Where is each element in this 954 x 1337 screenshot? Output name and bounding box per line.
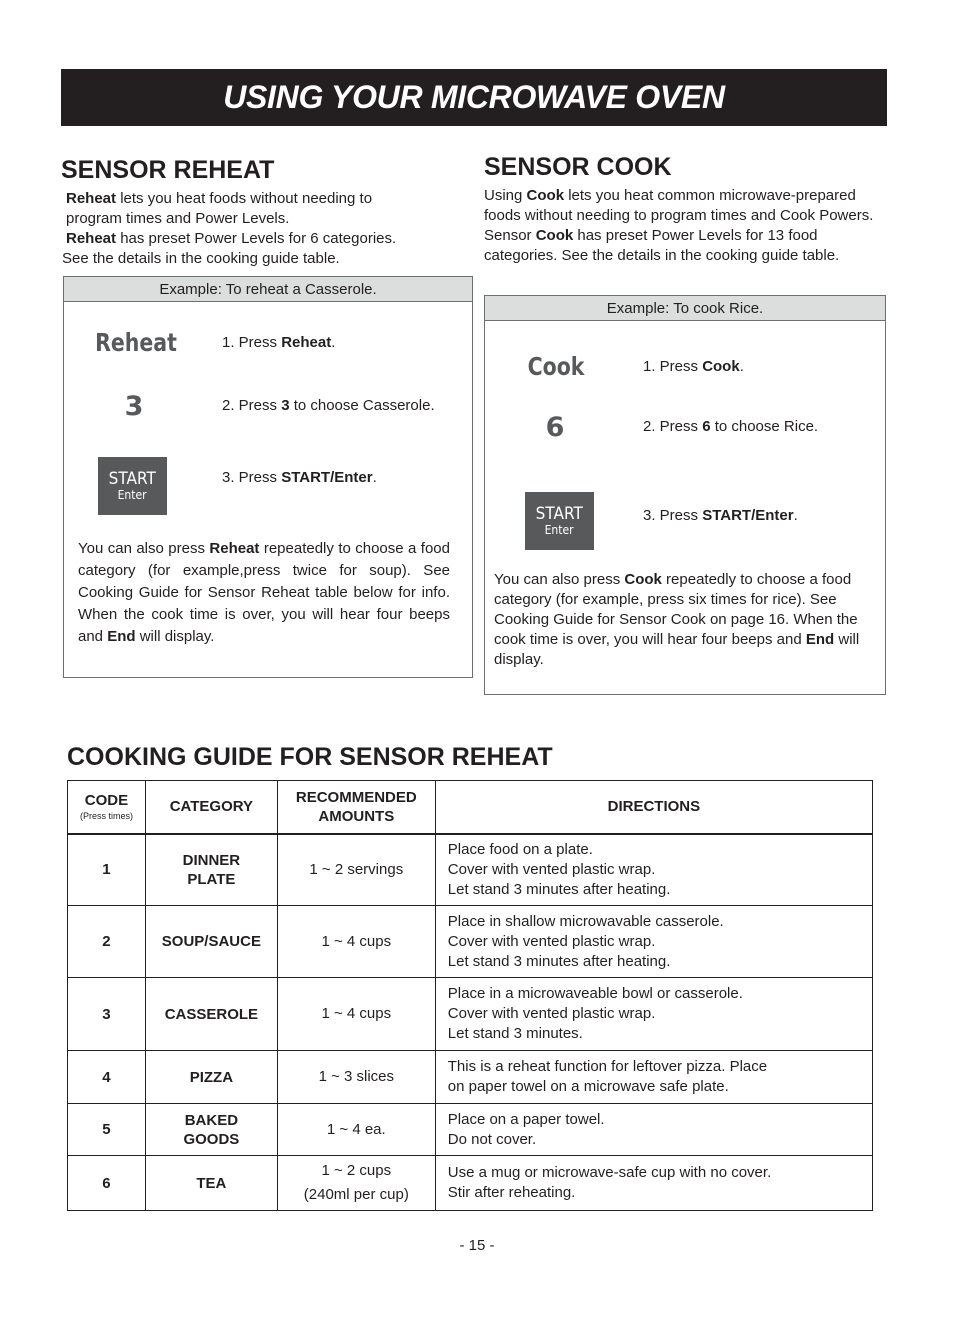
- sensor-reheat-heading: SENSOR REHEAT: [61, 156, 275, 184]
- direction-line: Let stand 3 minutes after heating.: [447, 952, 671, 970]
- category-cell: BAKED GOODS: [145, 1104, 277, 1156]
- amounts-column-header: RECOMMENDED AMOUNTS: [277, 781, 435, 834]
- sensor-cook-heading: SENSOR COOK: [484, 153, 672, 181]
- table-row: [68, 834, 873, 906]
- amount-cell: 1 ~ 2 servings: [277, 834, 435, 906]
- direction-line: This is a reheat function for leftover pizza. Place: [447, 1058, 768, 1075]
- code-cell: 5: [68, 1104, 146, 1156]
- number-3-key-icon: 3: [124, 391, 144, 422]
- direction-line: on paper towel on a microwave safe plate.: [447, 1078, 729, 1095]
- category-cell: PIZZA: [145, 1051, 277, 1104]
- direction-line: Place on a paper towel.: [447, 1110, 605, 1128]
- directions-cell: [435, 906, 872, 978]
- direction-line: Stir after reheating.: [447, 1184, 576, 1201]
- sensor-cook-intro: Using Cook lets you heat common microwave-prepared foods without needing to program times and Cook Powers. Sensor Cook has preset Power Levels for 13 food categories. See the details in the cooking guide table.: [484, 187, 874, 264]
- table-row: [68, 978, 873, 1051]
- number-6-key-icon: 6: [545, 412, 565, 443]
- category-cell: SOUP/SAUCE: [145, 906, 277, 978]
- table-header-row: [68, 781, 873, 834]
- table-row: [68, 1156, 873, 1211]
- directions-cell: [435, 978, 872, 1051]
- title-bar: [61, 69, 887, 126]
- page-number: - 15 -: [459, 1237, 495, 1254]
- directions-cell: [435, 1051, 872, 1104]
- reheat-example-header: Example: To reheat a Casserole.: [64, 277, 472, 302]
- sensor-reheat-intro: Reheat lets you heat foods without needing to program times and Power Levels. Reheat has preset Power Levels for 6 categories. See the details in the cooking guide table.: [62, 190, 397, 267]
- table-row: [68, 1051, 873, 1104]
- directions-cell: [435, 834, 872, 906]
- reheat-step-1: 1. Press Reheat.: [222, 334, 336, 351]
- start-enter-key-icon: START Enter: [525, 492, 594, 550]
- code-cell: 3: [68, 978, 146, 1051]
- direction-line: Let stand 3 minutes.: [447, 1025, 583, 1042]
- category-cell: TEA: [145, 1156, 277, 1211]
- reheat-step-3: 3. Press START/Enter.: [222, 469, 377, 486]
- page-title: USING YOUR MICROWAVE OVEN: [223, 79, 725, 115]
- cooking-guide-heading: COOKING GUIDE FOR SENSOR REHEAT: [67, 743, 553, 771]
- reheat-note: You can also press Reheat repeatedly to choose a food category (for example,press twice for soup). See Cooking Guide for Sensor Reheat table below for info. When the cook time is over, you will hear four beeps and End will display.: [78, 540, 450, 645]
- cook-key-icon: Cook: [527, 352, 585, 381]
- reheat-step-2: 2. Press 3 to choose Casserole.: [222, 397, 435, 414]
- code-column-header: CODE (Press times): [68, 781, 146, 834]
- table-row: [68, 906, 873, 978]
- directions-cell: [435, 1156, 872, 1211]
- category-cell: CASSEROLE: [145, 978, 277, 1051]
- direction-line: Place food on a plate.: [447, 840, 593, 858]
- direction-line: Do not cover.: [447, 1130, 537, 1148]
- table-row: [68, 1104, 873, 1156]
- cook-step-2: 2. Press 6 to choose Rice.: [643, 418, 819, 435]
- cook-note: You can also press Cook repeatedly to choose a food category (for example, press six times for rice). See Cooking Guide for Sensor Cook on page 16. When the cook time is over, you will hear four beeps and End will display.: [494, 571, 860, 668]
- cook-step-3: 3. Press START/Enter.: [643, 507, 798, 524]
- code-cell: 4: [68, 1051, 146, 1104]
- direction-line: Cover with vented plastic wrap.: [447, 932, 656, 950]
- amount-cell: 1 ~ 3 slices: [277, 1051, 435, 1104]
- direction-line: Place in shallow microwavable casserole.: [447, 912, 724, 930]
- direction-line: Let stand 3 minutes after heating.: [447, 880, 671, 898]
- direction-line: Cover with vented plastic wrap.: [447, 1005, 656, 1022]
- category-cell: DINNER PLATE: [145, 834, 277, 906]
- start-enter-key-icon: START Enter: [98, 457, 167, 515]
- code-cell: 2: [68, 906, 146, 978]
- category-column-header: CATEGORY: [145, 781, 277, 834]
- amount-cell: 1 ~ 2 cups (240ml per cup): [277, 1156, 435, 1211]
- reheat-key-icon: Reheat: [95, 328, 177, 357]
- amount-cell: 1 ~ 4 ea.: [277, 1104, 435, 1156]
- cook-example-header: Example: To cook Rice.: [485, 296, 885, 321]
- direction-line: Cover with vented plastic wrap.: [447, 860, 656, 878]
- amount-cell: 1 ~ 4 cups: [277, 906, 435, 978]
- amount-cell: 1 ~ 4 cups: [277, 978, 435, 1051]
- cook-step-1: 1. Press Cook.: [643, 358, 744, 375]
- direction-line: Place in a microwaveable bowl or casserole.: [447, 985, 743, 1002]
- code-cell: 1: [68, 834, 146, 906]
- directions-column-header: DIRECTIONS: [435, 781, 872, 834]
- directions-cell: [435, 1104, 872, 1156]
- direction-line: Use a mug or microwave-safe cup with no cover.: [447, 1164, 772, 1181]
- cooking-guide-table: [67, 780, 873, 1211]
- code-cell: 6: [68, 1156, 146, 1211]
